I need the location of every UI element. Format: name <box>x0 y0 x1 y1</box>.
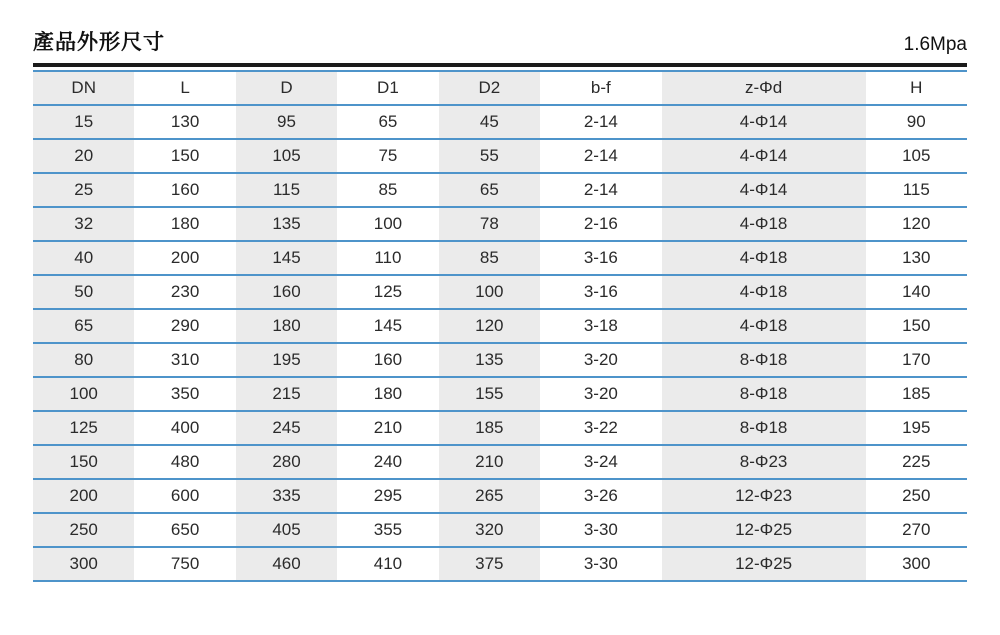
table-row <box>33 207 967 241</box>
table-cell: 78 <box>439 207 540 241</box>
column-header: D <box>236 71 337 105</box>
table-row <box>33 309 967 343</box>
table-cell: 50 <box>33 275 134 309</box>
table-cell: 3-20 <box>540 377 662 411</box>
column-header: D2 <box>439 71 540 105</box>
table-cell: 3-16 <box>540 275 662 309</box>
table-cell: 95 <box>236 105 337 139</box>
table-cell: 270 <box>866 513 967 547</box>
table-body <box>33 105 967 581</box>
table-cell: 405 <box>236 513 337 547</box>
table-cell: 85 <box>337 173 438 207</box>
table-cell: 350 <box>134 377 235 411</box>
table-cell: 230 <box>134 275 235 309</box>
table-cell: 100 <box>439 275 540 309</box>
table-cell: 20 <box>33 139 134 173</box>
table-cell: 300 <box>33 547 134 581</box>
table-cell: 12-Φ25 <box>662 547 866 581</box>
table-cell: 245 <box>236 411 337 445</box>
page-title: 產品外形尺寸 <box>33 31 165 54</box>
table-cell: 195 <box>236 343 337 377</box>
table-cell: 160 <box>134 173 235 207</box>
table-cell: 3-24 <box>540 445 662 479</box>
table-row <box>33 377 967 411</box>
table-cell: 160 <box>337 343 438 377</box>
table-cell: 15 <box>33 105 134 139</box>
table-row <box>33 445 967 479</box>
title-row <box>33 26 967 56</box>
table-row <box>33 547 967 581</box>
table-cell: 320 <box>439 513 540 547</box>
column-header: L <box>134 71 235 105</box>
table-cell: 280 <box>236 445 337 479</box>
column-header: H <box>866 71 967 105</box>
table-cell: 4-Φ14 <box>662 105 866 139</box>
table-row <box>33 343 967 377</box>
table-cell: 90 <box>866 105 967 139</box>
table-row <box>33 513 967 547</box>
column-header: D1 <box>337 71 438 105</box>
table-cell: 600 <box>134 479 235 513</box>
table-cell: 145 <box>337 309 438 343</box>
table-cell: 170 <box>866 343 967 377</box>
table-cell: 250 <box>866 479 967 513</box>
table-cell: 8-Φ18 <box>662 343 866 377</box>
table-cell: 210 <box>439 445 540 479</box>
table-cell: 2-14 <box>540 139 662 173</box>
table-cell: 2-14 <box>540 105 662 139</box>
table-cell: 130 <box>134 105 235 139</box>
table-cell: 650 <box>134 513 235 547</box>
table-cell: 4-Φ18 <box>662 207 866 241</box>
table-cell: 225 <box>866 445 967 479</box>
table-cell: 355 <box>337 513 438 547</box>
table-cell: 3-30 <box>540 547 662 581</box>
table-cell: 135 <box>236 207 337 241</box>
table-cell: 480 <box>134 445 235 479</box>
table-cell: 295 <box>337 479 438 513</box>
table-cell: 2-14 <box>540 173 662 207</box>
column-header: z-Φd <box>662 71 866 105</box>
table-cell: 32 <box>33 207 134 241</box>
table-cell: 335 <box>236 479 337 513</box>
table-cell: 460 <box>236 547 337 581</box>
table-cell: 185 <box>866 377 967 411</box>
table-cell: 4-Φ14 <box>662 139 866 173</box>
table-cell: 155 <box>439 377 540 411</box>
table-cell: 140 <box>866 275 967 309</box>
table-cell: 85 <box>439 241 540 275</box>
table-cell: 12-Φ25 <box>662 513 866 547</box>
table-cell: 55 <box>439 139 540 173</box>
table-cell: 3-26 <box>540 479 662 513</box>
table-cell: 8-Φ23 <box>662 445 866 479</box>
table-cell: 12-Φ23 <box>662 479 866 513</box>
table-row <box>33 173 967 207</box>
table-cell: 265 <box>439 479 540 513</box>
table-row <box>33 275 967 309</box>
pressure-rating: 1.6Mpa <box>903 34 967 55</box>
table-cell: 210 <box>337 411 438 445</box>
table-cell: 100 <box>33 377 134 411</box>
table-cell: 3-30 <box>540 513 662 547</box>
table-row <box>33 479 967 513</box>
table-cell: 75 <box>337 139 438 173</box>
table-cell: 65 <box>33 309 134 343</box>
table-cell: 4-Φ14 <box>662 173 866 207</box>
table-cell: 215 <box>236 377 337 411</box>
table-cell: 200 <box>33 479 134 513</box>
table-cell: 240 <box>337 445 438 479</box>
table-cell: 125 <box>337 275 438 309</box>
table-cell: 310 <box>134 343 235 377</box>
table-cell: 3-20 <box>540 343 662 377</box>
table-cell: 200 <box>134 241 235 275</box>
table-cell: 3-18 <box>540 309 662 343</box>
table-cell: 100 <box>337 207 438 241</box>
table-cell: 120 <box>866 207 967 241</box>
table-cell: 8-Φ18 <box>662 411 866 445</box>
header-row <box>33 71 967 105</box>
table-cell: 400 <box>134 411 235 445</box>
table-cell: 8-Φ18 <box>662 377 866 411</box>
table-cell: 180 <box>337 377 438 411</box>
table-cell: 250 <box>33 513 134 547</box>
table-cell: 120 <box>439 309 540 343</box>
table-row <box>33 411 967 445</box>
table-cell: 80 <box>33 343 134 377</box>
table-cell: 25 <box>33 173 134 207</box>
table-row <box>33 105 967 139</box>
table-cell: 45 <box>439 105 540 139</box>
table-cell: 135 <box>439 343 540 377</box>
table-row <box>33 241 967 275</box>
table-cell: 150 <box>866 309 967 343</box>
table-cell: 3-16 <box>540 241 662 275</box>
table-cell: 4-Φ18 <box>662 241 866 275</box>
table-cell: 105 <box>866 139 967 173</box>
table-cell: 410 <box>337 547 438 581</box>
table-cell: 375 <box>439 547 540 581</box>
table-cell: 115 <box>866 173 967 207</box>
table-cell: 65 <box>337 105 438 139</box>
table-cell: 160 <box>236 275 337 309</box>
table-cell: 290 <box>134 309 235 343</box>
title-rule <box>33 63 967 67</box>
table-cell: 150 <box>33 445 134 479</box>
table-cell: 145 <box>236 241 337 275</box>
table-cell: 130 <box>866 241 967 275</box>
table-cell: 65 <box>439 173 540 207</box>
table-cell: 40 <box>33 241 134 275</box>
table-cell: 105 <box>236 139 337 173</box>
column-header: b-f <box>540 71 662 105</box>
table-cell: 195 <box>866 411 967 445</box>
table-cell: 110 <box>337 241 438 275</box>
table-cell: 750 <box>134 547 235 581</box>
dimensions-table <box>33 70 967 582</box>
table-cell: 185 <box>439 411 540 445</box>
table-cell: 2-16 <box>540 207 662 241</box>
column-header: DN <box>33 71 134 105</box>
table-cell: 3-22 <box>540 411 662 445</box>
table-cell: 125 <box>33 411 134 445</box>
table-cell: 180 <box>236 309 337 343</box>
table-cell: 150 <box>134 139 235 173</box>
table-cell: 4-Φ18 <box>662 309 866 343</box>
table-row <box>33 139 967 173</box>
table-header <box>33 71 967 105</box>
table-cell: 115 <box>236 173 337 207</box>
table-cell: 180 <box>134 207 235 241</box>
table-cell: 4-Φ18 <box>662 275 866 309</box>
table-cell: 300 <box>866 547 967 581</box>
